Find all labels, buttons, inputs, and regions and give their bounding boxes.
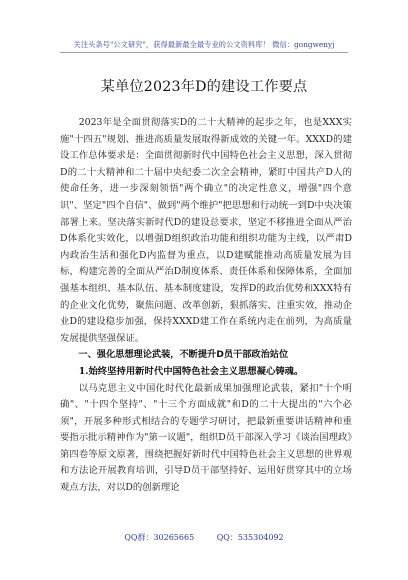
footer-qq-group: QQ群：30265665: [124, 533, 195, 542]
intro-paragraph: 2023年是全面贯彻落实D的二十大精神的起步之年，也是XXX实施"十四五"规划、推进高质量发展取得新成效的关键一年。XXXD的建设工作总体要求是：全面贯彻新时代中国特色社会主义思想，深入贯彻D的二十大精神和二十届中央纪委二次全会精神，紧盯中国共产D人的使命任务，进一步深刻领悟"两个确立"的决定性意义，增强"四个意识"、坚定"四个自信"、做到"两个维护"把思想和行动统一到D中央决策部署上来。坚决落实新时代D的建设总要求，坚定不移推进全面从严治D体系化实效化，以增强D组织政治功能和组织功能为主线，以严肃D内政治生活和强化D内监督为重点，以D建赋能推动高质量发展为目标，构建完善的全面从严治D制度体系、责任体系和保障体系，全面加强基本组织、基本队伍、基本制度建设，发挥D的政治优势和XXX特有的企业文化优势，聚焦问题、改革创新，狠抓落实、注重实效，推动企业D的建设稳步加强，保持XXXD建工作在系统内走在前列，为高质量发展提供坚强保证。: [60, 117, 352, 344]
subsection-heading-1: 1.始终坚持用新时代中国特色社会主义思想凝心铸魂。: [78, 365, 304, 377]
header-note: 关注头条号"公文研究"，获得最新最全最专业的公文资料库！ 微信：gongwenyj: [73, 40, 335, 49]
subsection-paragraph-1: 以马克思主义中国化时代化最新成果加强理论武装，紧扣"十个明确"、"十四个坚持"、"十三个方面成就"和D的二十大提出的"六个必须"，开展多种形式相结合的专题学习研讨，把最新重要讲话精神和重要指示批示精神作为"第一议题"，组织D员干部深入学习《谈治国理政》第四卷等原文原著，围绕把握好新时代中国特色社会主义思想的世界观和方法论开展教育培训，引导D员干部坚持好、运用好贯穿其中的立场观点方法，对以D的创新理论: [60, 382, 352, 494]
section-heading-1: 一、强化思想理论武装，不断提升D员干部政治站位: [78, 349, 289, 361]
document-title: 某单位2023年D的建设工作要点: [100, 79, 308, 95]
footer-contact: [0, 532, 408, 543]
document-body: [60, 115, 352, 497]
footer-qq-number: QQ：535304092: [216, 533, 284, 542]
header-divider: [60, 52, 348, 53]
